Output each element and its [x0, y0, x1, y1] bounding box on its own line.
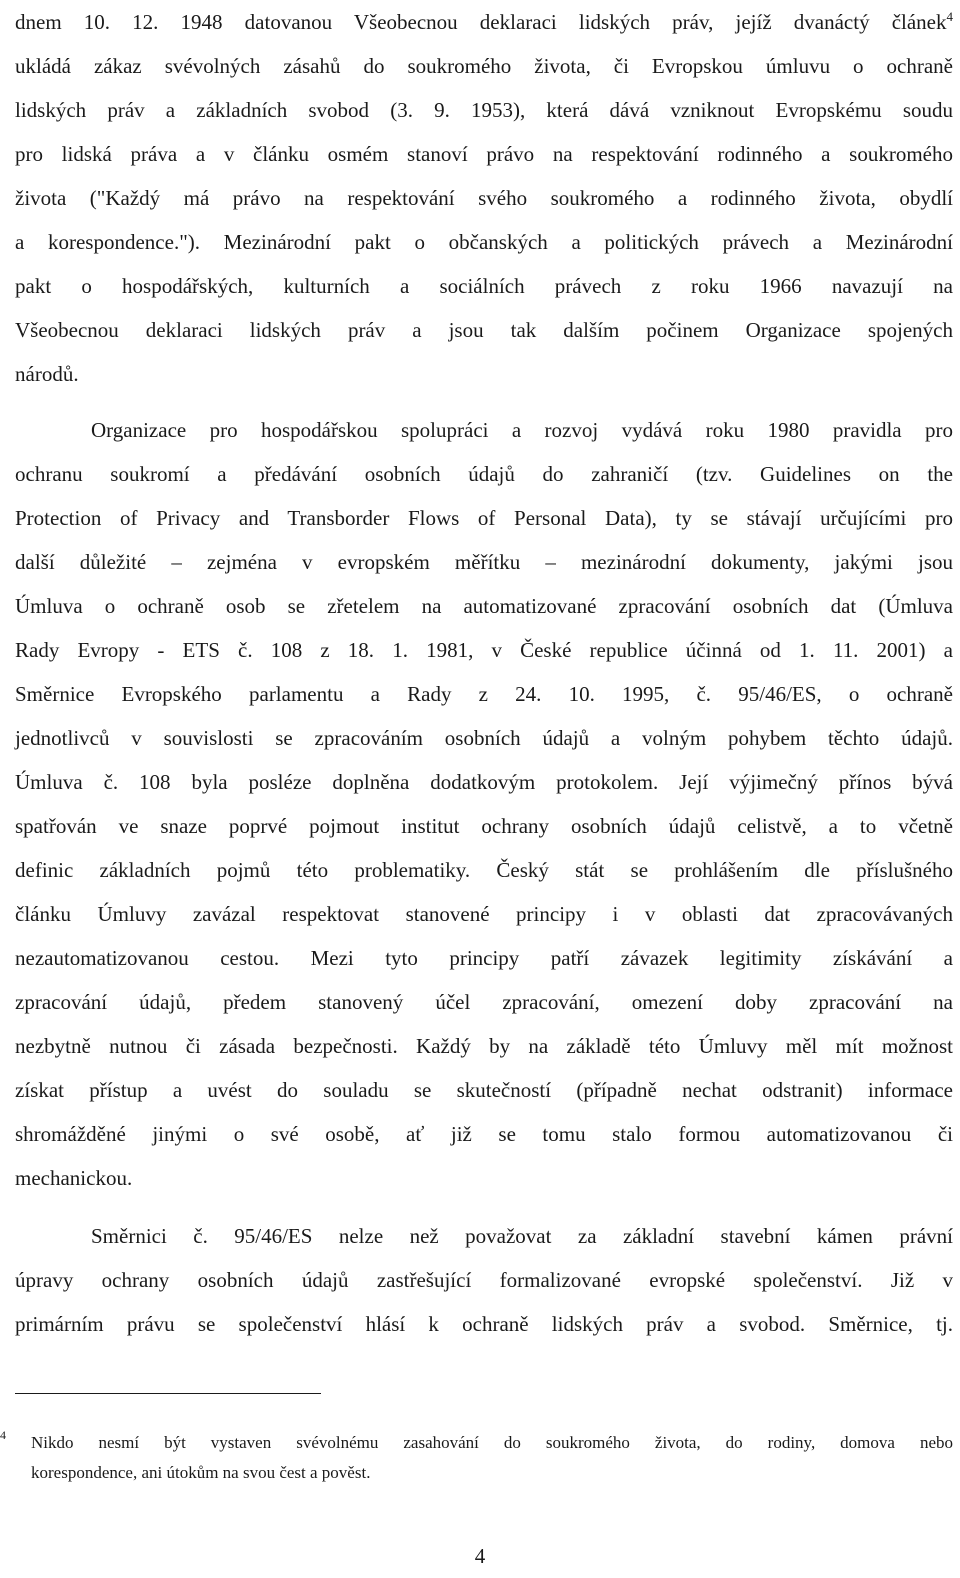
text-line: pro lidská práva a v článku osmém stanoví právo na respektování rodinného a soukromého — [15, 142, 953, 166]
text-line: národů. — [15, 362, 79, 386]
text-line: Protection of Privacy and Transborder Flows of Personal Data), ty se stávají určujícími pro — [15, 506, 953, 530]
footnote-text — [31, 1428, 953, 1488]
text-line: ukládá zákaz svévolných zásahů do soukromého života, či Evropskou úmluvu o ochraně — [15, 54, 953, 78]
text-line: Úmluva o ochraně osob se zřetelem na automatizované zpracování osobních dat (Úmluva — [15, 594, 953, 618]
text-line: získat přístup a uvést do souladu se skutečností (případně nechat odstranit) informace — [15, 1078, 953, 1102]
text-line: další důležité – zejména v evropském měřítku – mezinárodní dokumenty, jakými jsou — [15, 550, 953, 574]
text-line: Směrnici č. 95/46/ES nelze než považovat za základní stavební kámen právní — [91, 1224, 953, 1248]
text-line: pakt o hospodářských, kulturních a sociálních právech z roku 1966 navazují na — [15, 274, 953, 298]
text-line: mechanickou. — [15, 1166, 133, 1190]
text-line: a korespondence."). Mezinárodní pakt o občanských a politických právech a Mezinárodní — [15, 230, 953, 254]
text-line: shromážděné jinými o své osobě, ať již se tomu stalo formou automatizovanou či — [15, 1122, 953, 1146]
text-line: lidských práv a základních svobod (3. 9. 1953), která dává vzniknout Evropskému soudu — [15, 98, 953, 122]
page-number: 4 — [474, 1544, 486, 1568]
text-line: definic základních pojmů této problematiky. Český stát se prohlášením dle příslušného — [15, 858, 953, 882]
text-line: spatřován ve snaze poprvé pojmout institut ochrany osobních údajů celistvě, a to včetně — [15, 814, 953, 838]
text-line: života ("Každý má právo na respektování svého soukromého a rodinného života, obydlí — [15, 186, 953, 210]
text-line: dnem 10. 12. 1948 datovanou Všeobecnou deklaraci lidských práv, jejíž dvanáctý článek$^4$ — [15, 9, 953, 34]
text-line: ochranu soukromí a předávání osobních údajů do zahraničí (tzv. Guidelines on the — [15, 462, 953, 486]
text-line: Směrnice Evropského parlamentu a Rady z 24. 10. 1995, č. 95/46/ES, o ochraně — [15, 682, 953, 706]
paragraph-3 — [15, 1214, 953, 1346]
paragraph-1 — [15, 0, 953, 396]
text-line: Všeobecnou deklaraci lidských práv a jsou tak dalším počinem Organizace spojených — [15, 318, 953, 342]
footnote-separator — [15, 1393, 321, 1394]
text-line: úpravy ochrany osobních údajů zastřešující formalizované evropské společenství. Již v — [15, 1268, 953, 1292]
footnote-reference: 4 — [946, 9, 953, 24]
text-line: Rady Evropy - ETS č. 108 z 18. 1. 1981, v České republice účinná od 1. 11. 2001) a — [15, 638, 953, 662]
paragraph-2 — [15, 408, 953, 1200]
text-line: článku Úmluvy zavázal respektovat stanovené principy i v oblasti dat zpracovávaných — [15, 902, 953, 926]
footnote-mark: 4 — [0, 1428, 6, 1442]
text-line: Organizace pro hospodářskou spolupráci a rozvoj vydává roku 1980 pravidla pro — [91, 418, 953, 442]
footnote-line: Nikdo nesmí být vystaven svévolnému zasahování do soukromého života, do rodiny, domova nebo — [31, 1433, 953, 1452]
text-line: Úmluva č. 108 byla posléze doplněna dodatkovým protokolem. Její výjimečný přínos bývá — [15, 770, 953, 794]
text-line: zpracování údajů, předem stanovený účel zpracování, omezení doby zpracování na — [15, 990, 953, 1014]
footnote-line: korespondence, ani útokům na svou čest a pověst. — [31, 1463, 371, 1482]
text-line: jednotlivců v souvislosti se zpracováním osobních údajů a volným pohybem těchto údajů. — [15, 726, 953, 750]
text-line: primárním právu se společenství hlásí k ochraně lidských práv a svobod. Směrnice, tj. — [15, 1312, 953, 1336]
footnote — [0, 1428, 953, 1488]
text-line: nezautomatizovanou cestou. Mezi tyto principy patří závazek legitimity získávání a — [15, 946, 953, 970]
text-line: nezbytně nutnou či zásada bezpečnosti. Každý by na základě této Úmluvy měl mít možnost — [15, 1034, 953, 1058]
